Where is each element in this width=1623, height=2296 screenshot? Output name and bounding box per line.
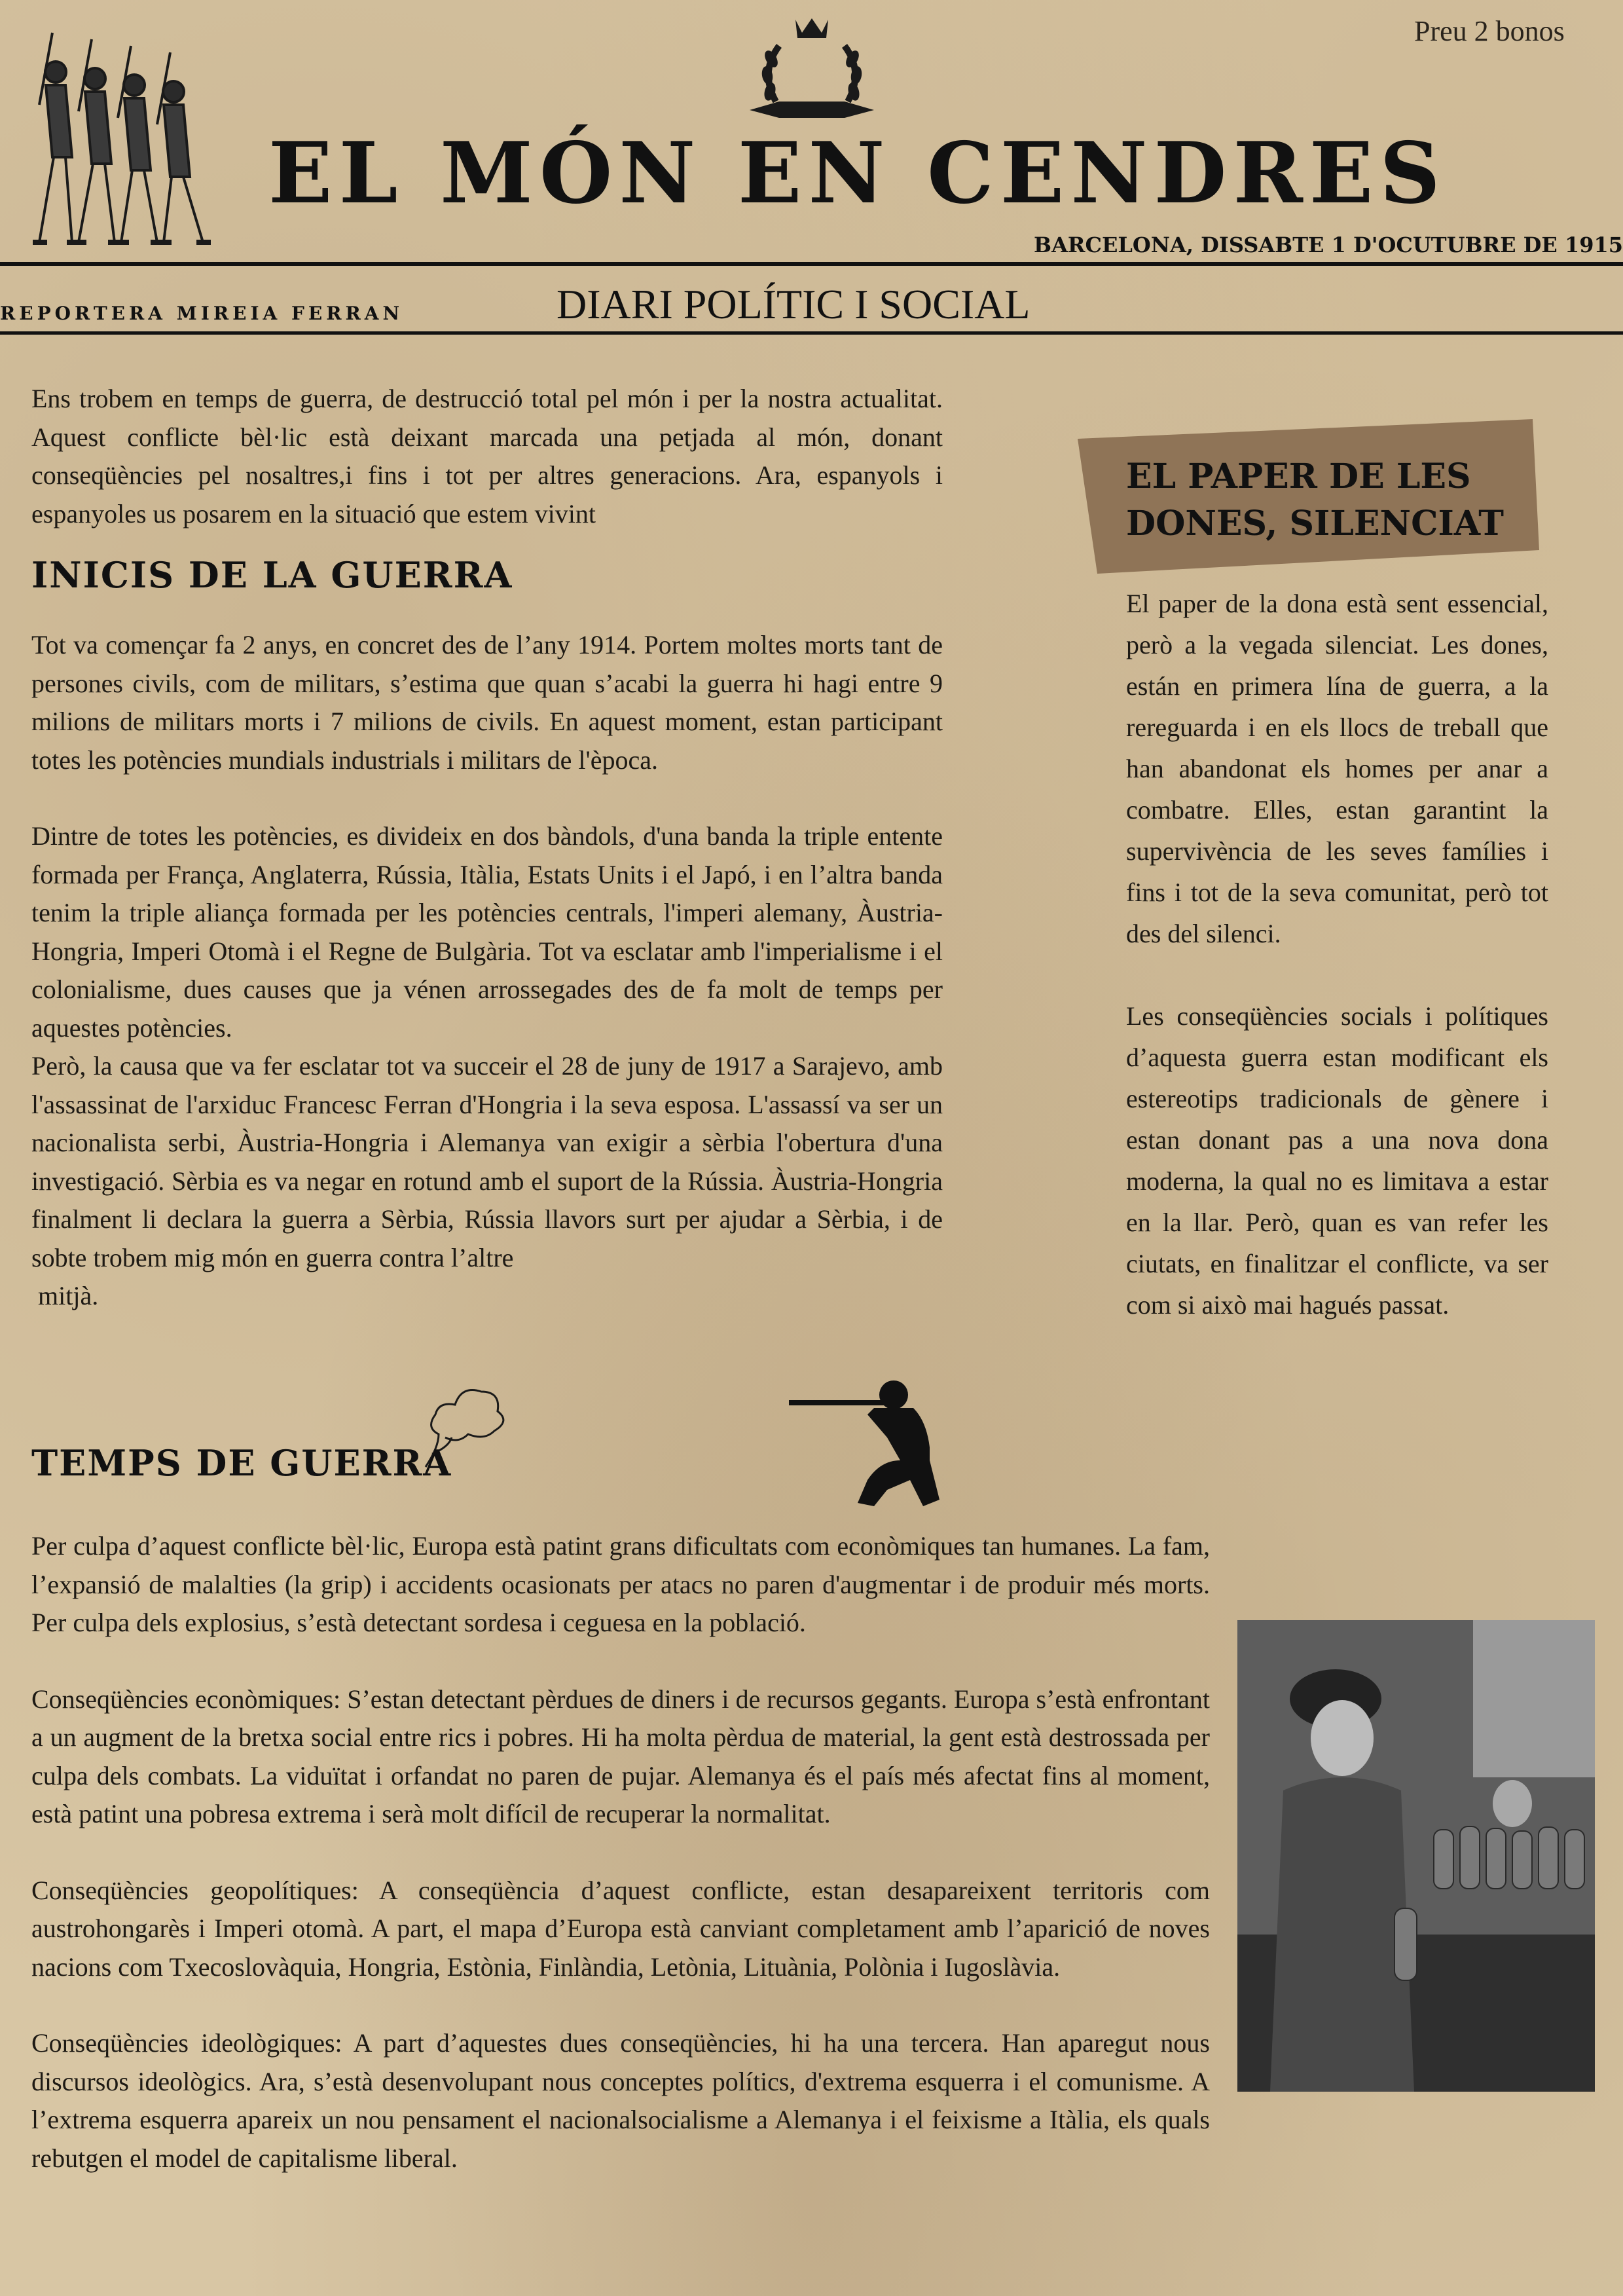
- sidebar-paragraph-1: El paper de la dona està sent essencial, però a la vegada silenciat. Les dones, están en primera lína de guerra, a la rereguarda i en els llocs de treball que han abandonat els homes per anar a combatre. Elles, estan garantint la supervivència de les seves famílies i fins i tot de la seva comunitat, però tot des del silenci.: [1126, 589, 1548, 948]
- intro-text: Ens trobem en temps de guerra, de destrucció total pel món i per la nostra actualitat. Aquest conflicte bèl·lic està deixant marcada una petjada al món, donant conseqüències pel nosaltres,i fins i tot per altres generacions. Ara, espanyols i espanyoles us posarem en la situació que estem vivint: [31, 384, 943, 528]
- section-temps-body: [31, 1527, 1210, 2177]
- temps-paragraph-2: Conseqüències econòmiques: S’estan detectant pèrdues de diners i de recursos gegants. Europa s’està enfrontant a un augment de la bretxa social entre rics i pobres. Hi ha molta pèrdua de material, la gent està destrossada per culpa dels combats. La viduïtat i orfandat no paren de pujar. Alemanya és el país més afectat fins al moment, està patint una pobresa extrema i serà molt difícil de recuperar la normalitat.: [31, 1684, 1210, 1828]
- kneeling-rifleman-icon: [789, 1375, 946, 1513]
- marching-soldiers-icon: [13, 26, 236, 268]
- inicis-paragraph-3-end: mitjà.: [31, 1281, 99, 1310]
- factory-worker-photo: [1237, 1620, 1595, 2092]
- inicis-paragraph-3: Però, la causa que va fer esclatar tot va succeir el 28 de juny de 1917 a Sarajevo, amb l'assassinat de l'arxiduc Francesc Ferran d'Hongria i la seva esposa. L'assassí va ser un nacionalista serbi, Àustria-Hongria i Alemanya van exigir a sèrbia l'obertura d'una investigació. Sèrbia es va negar en rotund amb el suport de la Rússia. Àustria-Hongria finalment li declara la guerra a Sèrbia, Rússia llavors surt per ajudar a Sèrbia, i de sobte trobem mig món en guerra contra l’altre: [31, 1051, 943, 1272]
- temps-paragraph-4: Conseqüències ideològiques: A part d’aquestes dues conseqüències, hi ha una tercera. Han aparegut nous discursos ideològics. Ara, s’està desenvolupant nous conceptes polítics, d'extrema esquerra i el comunisme. A l’extrema esquerra apareix un nou pensament el nacionalsocialisme a Alemanya i el feixisme a Itàlia, els quals rebutgen el model de capitalisme liberal.: [31, 2028, 1210, 2173]
- temps-paragraph-3: Conseqüències geopolítiques: A conseqüència d’aquest conflicte, estan desapareixent territoris com austrohongarès i Imperi otomà. A part, el mapa d’Europa està canviant completament amb l’aparició de noves nacions com Txecoslovàquia, Hongria, Estònia, Finlàndia, Letònia, Lituània, Polònia i Iugoslàvia.: [31, 1875, 1210, 1982]
- header-top-rule: [0, 262, 1623, 266]
- newspaper-subtitle: DIARI POLÍTIC I SOCIAL: [556, 281, 1030, 327]
- sidebar-title-line-1: EL PAPER DE LES: [1126, 456, 1471, 496]
- section-heading-inicis: INICIS DE LA GUERRA: [31, 554, 513, 596]
- sidebar-paragraph-2: Les conseqüències socials i polítiques d’aquesta guerra estan modificant els estereotips tradicionals de gènere i estan donant pas a una nova dona moderna, la qual no es limitava a estar en la llar. Però, quan es van refer les ciutats, en finalitzar el conflicte, va ser com si això mai hagués passat.: [1126, 1001, 1548, 1320]
- dateline: BARCELONA, DISSABTE 1 D'OCUTUBRE DE 1915: [1034, 232, 1623, 257]
- inicis-paragraph-1: Tot va començar fa 2 anys, en concret des de l’any 1914. Portem moltes morts tant de persones civils, com de militars, s’estima que quan s’acabi la guerra hi hagi entre 9 milions de militars morts i 7 milions de civils. En aquest moment, estan participant totes les potències mundials industrials i militars de l'època.: [31, 630, 943, 775]
- reporter-byline: REPORTERA MIREIA FERRAN: [0, 303, 404, 324]
- newspaper-title: EL MÓN EN CENDRES: [268, 124, 1447, 223]
- laurel-crown-icon: [740, 13, 884, 124]
- sidebar-title: [1126, 453, 1504, 547]
- temps-paragraph-1: Per culpa d’aquest conflicte bèl·lic, Europa està patint grans dificultats com econòmiques tan humanes. La fam, l’expansió de malalties (la grip) i accidents ocasionats per atacs no paren d'augmentar i de produir més morts. Per culpa dels explosius, s’està detectant sordesa i ceguesa en la població.: [31, 1531, 1210, 1637]
- section-inicis-body: [31, 626, 943, 1316]
- price-label: Preu 2 bonos: [1414, 15, 1565, 47]
- header-bottom-rule: [0, 331, 1623, 335]
- sidebar-body: [1126, 583, 1548, 1325]
- intro-paragraph: [31, 380, 943, 533]
- inicis-paragraph-2: Dintre de totes les potències, es divideix en dos bàndols, d'una banda la triple entente formada per França, Anglaterra, Rússia, Itàlia, Estats Units i el Japó, i en l’altra banda tenim la triple aliança formada per les potències centrals, l'imperi alemany, Àustria-Hongria, Imperi Otomà i el Regne de Bulgària. Tot va esclatar amb l'imperialisme i el colonialisme, dues causes que ja vénen arrossegades des de fa molt de temps per aquestes potències.: [31, 821, 943, 1043]
- sidebar-title-line-2: DONES, SILENCIAT: [1126, 504, 1504, 544]
- section-heading-temps: TEMPS DE GUERRA: [31, 1442, 452, 1484]
